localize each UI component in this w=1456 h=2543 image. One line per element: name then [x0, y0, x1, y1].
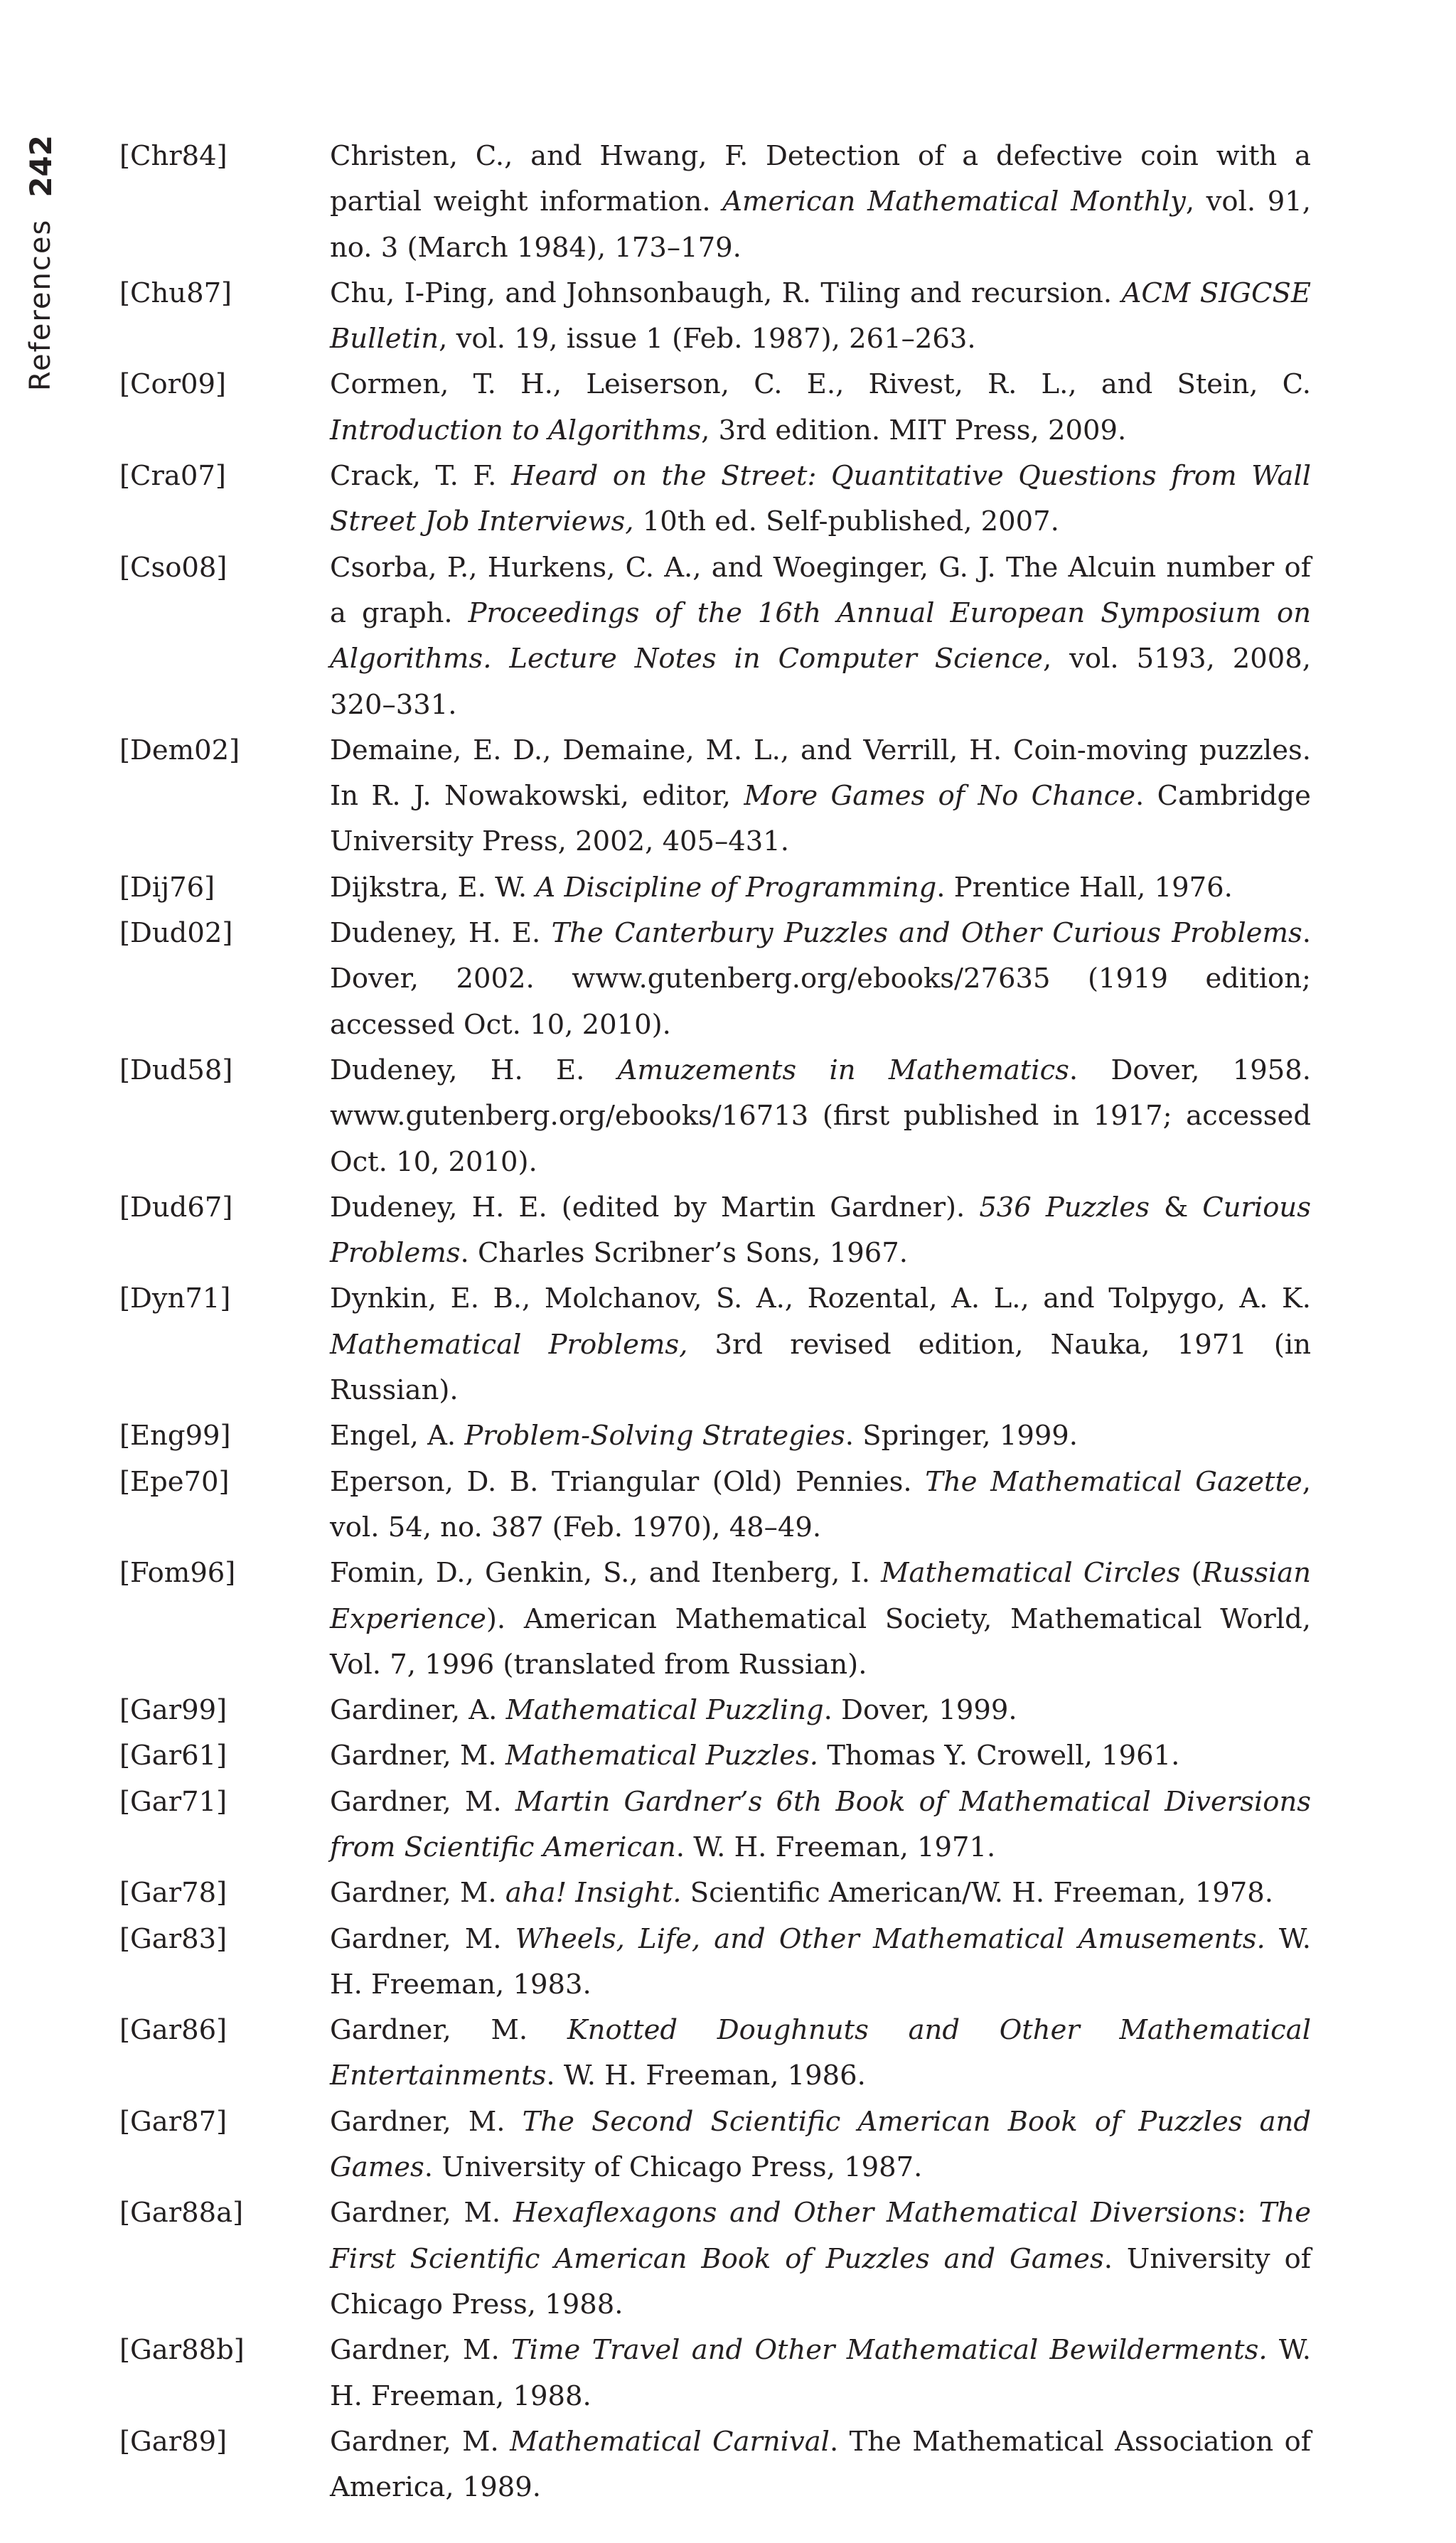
reference-title: aha! Insight. [505, 1877, 682, 1910]
reference-text [330, 1460, 1311, 1551]
reference-title: Amuzements in Mathematics [617, 1054, 1069, 1086]
reference-text [330, 1276, 1311, 1413]
reference-text-segment: Thomas Y. Crowell, 1961. [818, 1740, 1180, 1772]
reference-title: Proceedings of the 16th Annual European Symposium on Algorithms. Lecture Notes in Computer Science [330, 596, 1311, 675]
reference-text-segment: W. H. Freeman, 1988. [330, 2334, 1311, 2412]
reference-entry [119, 454, 1311, 545]
reference-text [330, 1870, 1311, 1916]
reference-title: Russian Experience [330, 1557, 1311, 1635]
reference-text [330, 545, 1311, 728]
reference-text-segment: , vol. 19, issue 1 (Feb. 1987), 261–263. [439, 323, 976, 355]
reference-key: [Gar88a] [119, 2197, 244, 2229]
reference-text [330, 362, 1311, 454]
reference-title: ACM SIGCSE Bulletin [330, 277, 1311, 355]
reference-key: [Epe70] [119, 1465, 230, 1498]
reference-text-segment: Gardner, M. [330, 2197, 513, 2229]
reference-text-segment: . W. H. Freeman, 1986. [546, 2060, 866, 2092]
reference-title: The Mathematical Gazette [925, 1465, 1302, 1498]
reference-title: Heard on the Street: Quantitative Questions from Wall Street Job Interviews, [330, 460, 1312, 538]
reference-entry [119, 271, 1311, 363]
reference-text-segment: Christen, C., and Hwang, F. Detection of a defective coin with a partial weight information. [330, 140, 1311, 218]
reference-text [330, 2328, 1311, 2419]
reference-entry [119, 1733, 1311, 1779]
reference-text-segment: Gardner, M. [330, 2425, 510, 2458]
reference-key: [Gar86] [119, 2014, 228, 2047]
reference-key: [Cor09] [119, 368, 227, 401]
reference-text-segment: . Dover, 1999. [823, 1694, 1017, 1727]
reference-title: The First Scientific American Book of Puzzles and Games [330, 2197, 1311, 2275]
reference-text-segment: ( [1180, 1557, 1202, 1590]
reference-entry [119, 1276, 1311, 1413]
reference-text-segment: Cormen, T. H., Leiserson, C. E., Rivest, R. L., and Stein, C. [330, 368, 1311, 401]
reference-text [330, 1917, 1311, 2008]
reference-text-segment: . Cambridge University Press, 2002, 405–431. [330, 780, 1311, 858]
reference-text-segment: . University of Chicago Press, 1988. [330, 2242, 1311, 2320]
reference-text [330, 271, 1311, 363]
reference-entry [119, 2419, 1311, 2511]
reference-title: More Games of No Chance [744, 780, 1136, 813]
reference-text-segment: , vol. 54, no. 387 (Feb. 1970), 48–49. [330, 1465, 1311, 1543]
reference-title: The Canterbury Puzzles and Other Curious Problems [551, 917, 1302, 950]
reference-key: [Cso08] [119, 551, 228, 584]
reference-key: [Gar89] [119, 2425, 228, 2458]
reference-text-segment: Eperson, D. B. Triangular (Old) Pennies. [330, 1465, 926, 1498]
running-head [21, 135, 60, 491]
reference-title: Time Travel and Other Mathematical Bewilderments. [511, 2334, 1268, 2367]
reference-title: Introduction to Algorithms [330, 414, 702, 446]
reference-text-segment: Gardner, M. [330, 1922, 515, 1955]
reference-text [330, 1733, 1311, 1779]
reference-key: [Cra07] [119, 460, 226, 493]
reference-text-segment: 3rd revised edition, Nauka, 1971 (in Russian). [330, 1328, 1311, 1407]
reference-entry [119, 2099, 1311, 2191]
reference-text-segment: Crack, T. F. [330, 460, 511, 493]
reference-list [119, 134, 1311, 2510]
reference-text [330, 1779, 1311, 1871]
reference-text-segment: Gardner, M. [330, 1785, 515, 1818]
reference-text-segment: Scientific American/W. H. Freeman, 1978. [681, 1877, 1273, 1910]
reference-text [330, 1048, 1311, 1185]
reference-key: [Fom96] [119, 1557, 236, 1590]
reference-entry [119, 1551, 1311, 1688]
reference-title: Mathematical Puzzles. [505, 1740, 818, 1772]
reference-title: Knotted Doughnuts and Other Mathematical Entertainments [330, 2014, 1312, 2092]
reference-text-segment: . Charles Scribner’s Sons, 1967. [460, 1237, 908, 1270]
page-number: 242 [23, 135, 58, 198]
reference-title: The Second Scientific American Book of Puzzles and Games [330, 2105, 1312, 2184]
reference-key: [Chr84] [119, 140, 228, 172]
reference-entry [119, 545, 1311, 728]
reference-entry [119, 2328, 1311, 2419]
reference-text-segment: , vol. 5193, 2008, 320–331. [330, 643, 1311, 721]
reference-title: American Mathematical Monthly [722, 186, 1186, 218]
reference-key: [Gar78] [119, 1877, 228, 1910]
reference-text-segment: Fomin, D., Genkin, S., and Itenberg, I. [330, 1557, 882, 1590]
reference-text [330, 454, 1311, 545]
reference-text-segment: . University of Chicago Press, 1987. [424, 2151, 923, 2184]
reference-text-segment: Dijkstra, E. W. [330, 871, 536, 904]
reference-key: [Dud02] [119, 917, 233, 950]
reference-entry [119, 1048, 1311, 1185]
reference-entry [119, 1779, 1311, 1871]
reference-text-segment: Dudeney, H. E. [330, 917, 552, 950]
reference-title: 536 Puzzles [979, 1191, 1150, 1224]
reference-text-segment: 10th ed. Self-published, 2007. [633, 505, 1059, 538]
reference-title: A Discipline of Programming [535, 871, 937, 904]
reference-text-segment: Csorba, P., Hurkens, C. A., and Woeginger, G. J. The Alcuin number of a graph. [330, 551, 1311, 629]
reference-text-segment: W. H. Freeman, 1983. [330, 1922, 1311, 2001]
reference-key: [Eng99] [119, 1420, 231, 1452]
reference-text-segment: . Dover, 1958. www.gutenberg.org/ebooks/16713 (first published in 1917; accessed Oct. 10, 2010). [330, 1054, 1311, 1178]
reference-text [330, 865, 1311, 911]
reference-title: Problem-Solving Strategies [464, 1420, 845, 1452]
reference-title: Mathematical Circles [881, 1557, 1181, 1590]
reference-title: Mathematical Puzzling [505, 1694, 824, 1727]
reference-entry [119, 1460, 1311, 1551]
reference-text [330, 1413, 1311, 1459]
reference-entry [119, 865, 1311, 911]
reference-title: Curious Problems [330, 1191, 1311, 1270]
reference-text-segment: . The Mathematical Association of America, 1989. [330, 2425, 1312, 2504]
reference-text [330, 1551, 1311, 1688]
reference-text-segment: Gardner, M. [330, 1740, 505, 1772]
reference-key: [Gar83] [119, 1922, 228, 1955]
reference-text-segment: . W. H. Freeman, 1971. [675, 1831, 996, 1863]
reference-text-segment: . Springer, 1999. [845, 1420, 1078, 1452]
reference-text-segment: Gardner, M. [330, 2105, 523, 2138]
reference-text [330, 2419, 1311, 2511]
reference-text-segment: , 3rd edition. MIT Press, 2009. [701, 414, 1127, 446]
reference-text [330, 1688, 1311, 1733]
reference-text-segment: Chu, I-Ping, and Johnsonbaugh, R. Tiling and recursion. [330, 277, 1122, 309]
reference-key: [Gar88b] [119, 2334, 245, 2367]
reference-text [330, 134, 1311, 271]
reference-text-segment: Engel, A. [330, 1420, 465, 1452]
reference-entry [119, 1870, 1311, 1916]
reference-key: [Gar99] [119, 1694, 228, 1727]
reference-key: [Dyn71] [119, 1283, 231, 1315]
reference-entry [119, 362, 1311, 454]
reference-text-segment: Gardner, M. [330, 2334, 511, 2367]
reference-text-segment: Gardiner, A. [330, 1694, 506, 1727]
reference-entry [119, 911, 1311, 1048]
reference-text-segment: Dudeney, H. E. [330, 1054, 618, 1086]
reference-title: Martin Gardner’s 6th Book of Mathematical Diversions from Scientific American [330, 1785, 1311, 1863]
reference-text-segment: Gardner, M. [330, 1877, 505, 1910]
reference-key: [Dij76] [119, 871, 215, 904]
reference-text-segment: . Prentice Hall, 1976. [936, 871, 1233, 904]
reference-text [330, 2008, 1311, 2099]
reference-text [330, 1185, 1311, 1277]
reference-key: [Dud58] [119, 1054, 233, 1086]
reference-text-segment: : [1237, 2197, 1259, 2229]
reference-key: [Gar71] [119, 1785, 228, 1818]
reference-key: [Gar87] [119, 2105, 228, 2138]
reference-title: Hexaflexagons and Other Mathematical Diversions [513, 2197, 1238, 2229]
reference-text [330, 911, 1311, 1048]
reference-text-segment: . Dover, 2002. www.gutenberg.org/ebooks/27635 (1919 edition; accessed Oct. 10, 2010). [330, 917, 1312, 1041]
reference-text [330, 728, 1311, 865]
reference-text [330, 2099, 1311, 2191]
reference-key: [Dem02] [119, 734, 240, 766]
reference-text-segment: & [1149, 1191, 1203, 1224]
reference-text-segment: Dynkin, E. B., Molchanov, S. A., Rozental, A. L., and Tolpygo, A. K. [330, 1283, 1311, 1315]
reference-text-segment: Gardner, M. [330, 2014, 567, 2047]
reference-title: Mathematical Carnival [510, 2425, 830, 2458]
reference-entry [119, 1917, 1311, 2008]
reference-entry [119, 134, 1311, 271]
reference-entry [119, 728, 1311, 865]
reference-text [330, 2190, 1311, 2328]
reference-text-segment: , vol. 91, no. 3 (March 1984), 173–179. [330, 186, 1311, 264]
reference-text-segment: ). American Mathematical Society, Mathematical World, Vol. 7, 1996 (translated from Russian). [330, 1602, 1311, 1681]
running-title: References [24, 218, 57, 391]
reference-key: [Dud67] [119, 1191, 233, 1224]
reference-entry [119, 2008, 1311, 2099]
reference-entry [119, 1688, 1311, 1733]
reference-entry [119, 2190, 1311, 2328]
reference-key: [Chu87] [119, 277, 232, 309]
reference-text-segment: Demaine, E. D., Demaine, M. L., and Verrill, H. Coin-moving puzzles. In R. J. Nowakowski, editor, [330, 734, 1311, 813]
reference-entry [119, 1185, 1311, 1277]
reference-key: [Gar61] [119, 1740, 228, 1772]
reference-title: Mathematical Problems, [330, 1328, 688, 1361]
reference-text-segment: Dudeney, H. E. (edited by Martin Gardner). [330, 1191, 980, 1224]
reference-entry [119, 1413, 1311, 1459]
reference-title: Wheels, Life, and Other Mathematical Amusements. [515, 1922, 1265, 1955]
